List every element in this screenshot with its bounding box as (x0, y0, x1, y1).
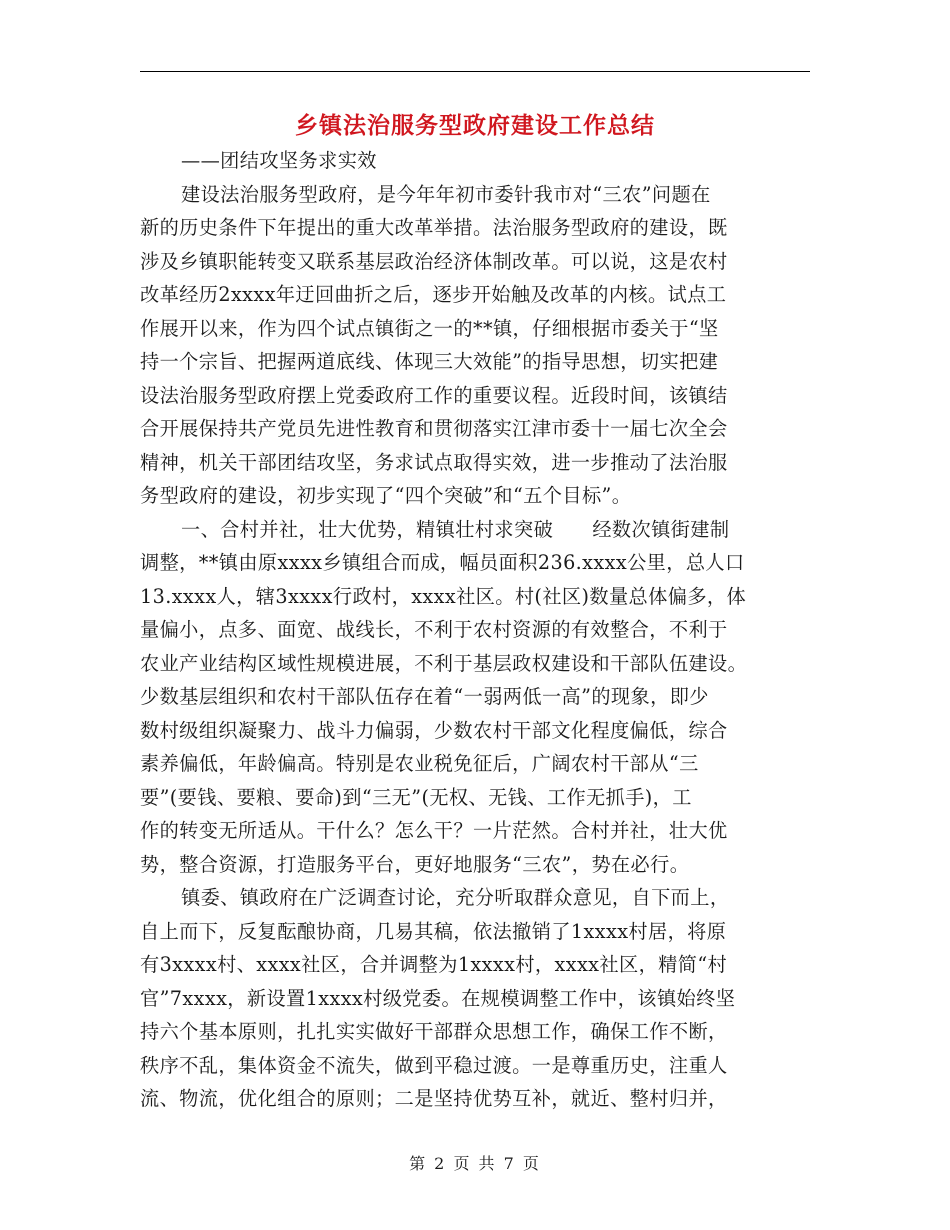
page-footer: 第 2 页 共 7 页 (409, 1154, 541, 1173)
body-line: 合开展保持共产党员先进性教育和贯彻落实江津市委十一届七次全会 (140, 417, 728, 440)
document-body (140, 144, 815, 1116)
body-line: 有3xxxx村、xxxx社区，合并调整为1xxxx村，xxxx社区，精简“村 (140, 953, 728, 976)
body-line: 设法治服务型政府摆上党委政府工作的重要议程。近段时间，该镇结 (140, 383, 728, 407)
body-line: 农业产业结构区域性规模进展，不利于基层政权建设和干部队伍建设。 (140, 651, 748, 675)
body-line: 数村级组织凝聚力、战斗力偏弱，少数农村干部文化程度偏低，综合 (140, 718, 728, 742)
body-line: 秩序不乱，集体资金不流失，做到平稳过渡。一是尊重历史，注重人 (140, 1053, 728, 1077)
body-line: 要”(要钱、要粮、要命)到“三无”(无权、无钱、工作无抓手)，工 (140, 785, 692, 809)
body-line: 势，整合资源，打造服务平台，更好地服务“三农”，势在必行。 (140, 852, 690, 876)
body-line: 自上而下，反复酝酿协商，几易其稿，依法撤销了1xxxx村居，将原 (140, 919, 727, 943)
body-line: 量偏小，点多、面宽、战线长，不利于农村资源的有效整合，不利于 (140, 618, 728, 641)
body-line: 作的转变无所适从。干什么？怎么干？一片茫然。合村并社，壮大优 (140, 819, 728, 842)
document-title: 乡镇法治服务型政府建设工作总结 (295, 112, 655, 139)
section-heading-line: 一、合村并社，壮大优势，精镇壮村求突破 经数次镇街建制 (181, 517, 730, 541)
body-line: 务型政府的建设，初步实现了“四个突破”和“五个目标”。 (140, 484, 632, 507)
body-line: 建设法治服务型政府，是今年年初市委针我市对“三农”问题在 (181, 182, 711, 206)
body-line: 持一个宗旨、把握两道底线、体现三大效能”的指导思想，切实把建 (140, 350, 719, 373)
body-line: 官”7xxxx，新设置1xxxx村级党委。在规模调整工作中，该镇始终坚 (140, 986, 736, 1010)
body-line: 调整，**镇由原xxxx乡镇组合而成，幅员面积236.xxxx公里，总人口 (140, 551, 745, 574)
body-line: 作展开以来，作为四个试点镇街之一的**镇，仔细根据市委关于“坚 (140, 316, 719, 340)
body-line: 涉及乡镇职能转变又联系基层政治经济体制改革。可以说，这是农村 (140, 249, 728, 273)
header-rule (140, 71, 810, 72)
body-line: 改革经历2xxxx年迂回曲折之后，逐步开始触及改革的内核。试点工 (140, 283, 727, 306)
body-line: 精神，机关干部团结攻坚，务求试点取得实效，进一步推动了法治服 (140, 450, 728, 474)
body-line: 流、物流，优化组合的原则；二是坚持优势互补，就近、整村归并， (140, 1087, 728, 1110)
body-line: 素养偏低，年龄偏高。特别是农业税免征后，广阔农村干部从“三 (140, 752, 699, 775)
body-line: 镇委、镇政府在广泛调查讨论，充分听取群众意见，自下而上， (181, 886, 730, 909)
body-line: 13.xxxx人，辖3xxxx行政村，xxxx社区。村(社区)数量总体偏多，体 (140, 584, 747, 608)
subtitle-line: ——团结攻坚务求实效 (181, 149, 377, 172)
body-line: 新的历史条件下年提出的重大改革举措。法治服务型政府的建设，既 (140, 216, 728, 239)
body-line: 持六个基本原则，扎扎实实做好干部群众思想工作，确保工作不断， (140, 1020, 728, 1043)
body-line: 少数基层组织和农村干部队伍存在着“一弱两低一高”的现象，即少 (140, 685, 709, 708)
